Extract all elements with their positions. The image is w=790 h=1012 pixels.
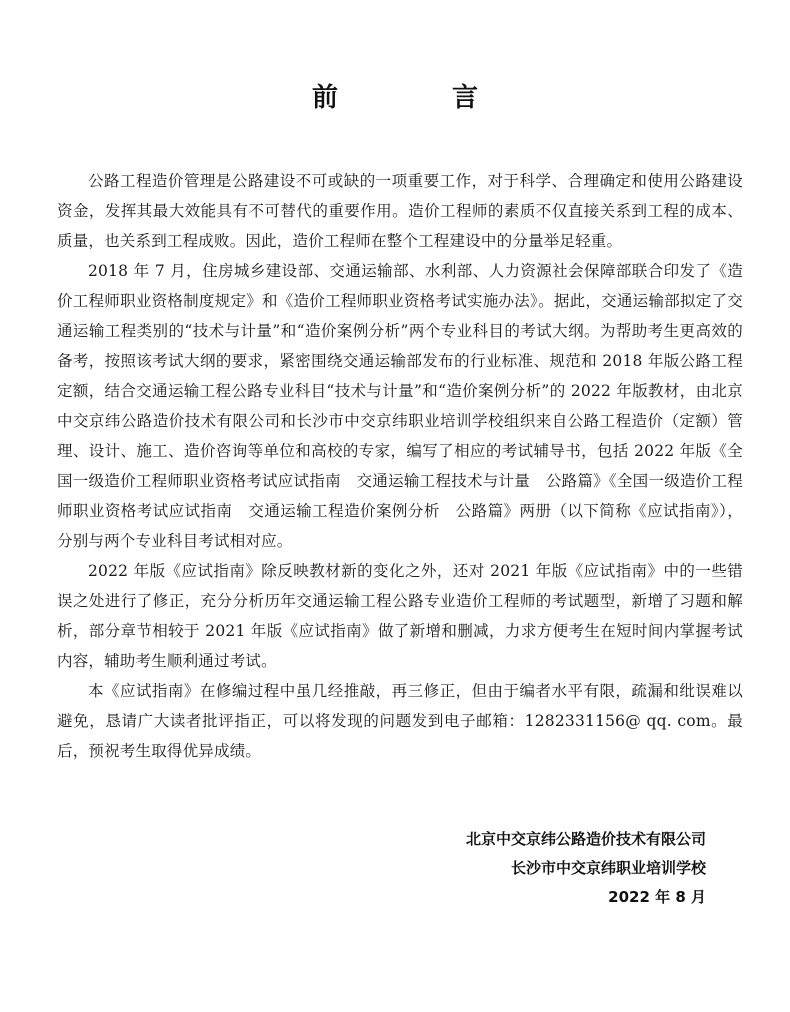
signature-org-changsha: 长沙市中交京纬职业培训学校 bbox=[510, 859, 706, 877]
paragraph-1: 公路工程造价管理是公路建设不可或缺的一项重要工作，对于科学、合理确定和使用公路建设资金，发挥其最大效能具有不可替代的重要作用。造价工程师的素质不仅直接关系到工程的成本、质量，也关系到工程成败。因此，造价工程师在整个工程建设中的分量举足轻重。 bbox=[57, 172, 743, 250]
signature-org-beijing: 北京中交京纬公路造价技术有限公司 bbox=[465, 830, 706, 848]
paragraph-2: 2018 年 7 月，住房城乡建设部、交通运输部、水利部、人力资源社会保障部联合印发了《造价工程师职业资格制度规定》和《造价工程师职业资格考试实施办法》。据此，交通运输部拟定了交通运输工程类别的“技术与计量”和“造价案例分析”两个专业科目的考试大纲。为帮助考生更高效的备考，按照该考试大纲的要求，紧密围绕交通运输部发布的行业标准、规范和 2018 年版公路工程定额，结合交通运输工程公路专业科目“技术与计量”和“造价案例分析”的 2022 年版教材，由北京中交京纬公路造价技术有限公司和长沙市中交京纬职业培训学校组织来自公路工程造价（定额）管理、设计、施工、造价咨询等单位和高校的专家，编写了相应的考试辅导书，包括 2022 年版《全国一级造价工程师职业资格考试应试指南 交通运输工程技术与计量 公路篇》《全国一级造价工程师职业资格考试应试指南 交通运输工程造价案例分析 公路篇》两册（以下简称《应试指南》），分别与两个专业科目考试相对应。 bbox=[57, 262, 743, 550]
signature-block bbox=[466, 825, 706, 912]
preface-body bbox=[57, 166, 743, 766]
paragraph-3: 2022 年版《应试指南》除反映教材新的变化之外，还对 2021 年版《应试指南》中的一些错误之处进行了修正，充分分析历年交通运输工程公路专业造价工程师的考试题型，新增了习题和解析，部分章节相较于 2021 年版《应试指南》做了新增和删减，力求方便考生在短时间内掌握考试内容，辅助考生顺利通过考试。 bbox=[57, 562, 743, 670]
signature-date: 2022 年 8 月 bbox=[608, 888, 706, 906]
paragraph-4: 本《应试指南》在修编过程中虽几经推敲，再三修正，但由于编者水平有限，疏漏和纰误难以避免，恳请广大读者批评指正，可以将发现的问题发到电子邮箱：1282331156@ qq. com。最后，预祝考生取得优异成绩。 bbox=[57, 682, 743, 760]
page-title: 前 言 bbox=[311, 83, 522, 113]
